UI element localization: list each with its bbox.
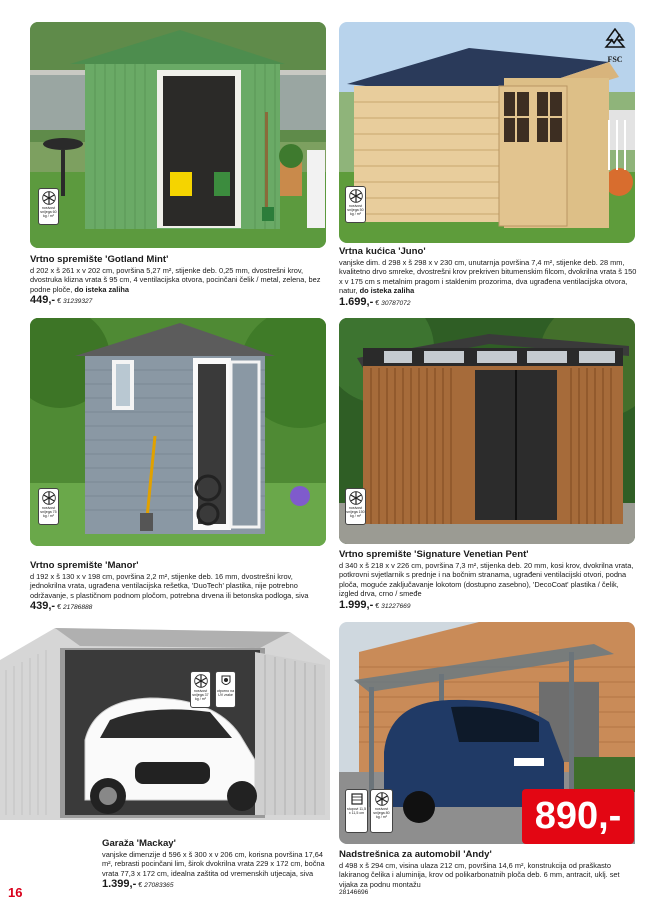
badge-text: otporno na UV zrake: [216, 689, 235, 698]
snowflake-icon: [349, 189, 363, 203]
product-description: d 340 x š 218 x v 226 cm, površina 7,3 m², stijenka deb. 20 mm, kosi krov, dvokrilna vrata, potkrovni svjetlarnik s prednje i na bočnim stranama, ugrađeni ventilacijski otvori, podna ploča, moguće zaključavanje lokotom (dostupno zasebno), 'DecoCoat' plastika / čelik, izgled drva, crno / smeđe: [339, 561, 634, 599]
square-post-icon: [350, 792, 364, 806]
product-code: 31227669: [381, 602, 411, 610]
post-size-badge: [345, 789, 368, 833]
product-code: 31239327: [62, 298, 93, 306]
product-title: Nadstrešnica za automobil 'Andy': [339, 849, 492, 860]
price-line: 439,- € 21786888: [30, 600, 93, 613]
product-price: 1.999,-: [339, 598, 374, 611]
product-code: 30787072: [381, 299, 411, 307]
product-info-andy: [339, 849, 637, 896]
product-title: Vrtno spremište 'Signature Venetian Pent': [339, 549, 529, 560]
snow-load-badge: [345, 488, 366, 525]
product-title: Vrtno spremište 'Manor': [30, 560, 139, 571]
product-title: Garaža 'Mackay': [102, 838, 176, 849]
page-number: 16: [8, 885, 23, 900]
badge-text: nosivost snijega 60 kg / m²: [40, 206, 57, 219]
product-description: vanjske dimenzije d 596 x š 300 x v 206 cm, korisna površina 17,64 m², rebrasti pocinčani lim, širok dvokrilna vrata 229 x 172 cm, bočna vrata 77,3 x 172 cm, idealna zaštita od vremenskih utjecaja, siva: [102, 850, 325, 878]
product-title: Vrtno spremište 'Gotland Mint': [30, 254, 169, 265]
badge-text: nosivost snijega 80 kg / m²: [373, 807, 390, 820]
product-price: 449,-: [30, 294, 56, 307]
snow-load-badge: [190, 671, 211, 708]
sale-price-badge: 890,-: [522, 789, 634, 844]
snowflake-icon: [349, 491, 363, 505]
price-line: 449,- € 31239327: [30, 294, 93, 307]
snow-load-badge: [345, 186, 366, 223]
product-description: d 192 x š 130 x v 198 cm, površina 2,2 m², stijenke deb. 16 mm, dvostrešni krov, jednokrilna vrata, ugrađena ventilacijska rešetka, 'DuoTech' plastika, nije potrebno održavanje, s plastičnom podnom pločom, potrebna drvena ili betonska podloga, siva: [30, 572, 309, 600]
fsc-label: FSC: [607, 55, 623, 64]
snowflake-icon: [194, 674, 208, 688]
availability-note: do isteka zaliha: [74, 284, 130, 294]
badge-text: stupovi 11,5 x 11,5 cm: [346, 807, 367, 816]
price-line: 1.699,- € 30787072: [339, 295, 411, 308]
product-title: Vrtna kućica 'Juno': [339, 246, 426, 257]
price-line: 1.399,- € 27083365: [102, 878, 174, 891]
price-line: 1.999,- € 31227669: [339, 598, 411, 611]
snow-load-badge: [370, 789, 393, 833]
product-code: 21786888: [62, 604, 93, 612]
product-description: vanjske dim. d 298 x š 298 x v 230 cm, unutarnja površina 7,4 m², stijenke deb. 28 mm, kvalitetno drvo smreke, dvostrešni krov prekriven bitumenskim filcom, dvokrilna vrata š 150 x v 175 cm s metalnim pragom i staklenim prozorima, dva ugrađena ventilacijska otvora, natur, do isteka zaliha: [339, 258, 637, 296]
badge-text: nosivost snijega 50 kg / m²: [347, 204, 364, 217]
snowflake-icon: [42, 491, 56, 505]
product-price: 1.399,-: [102, 878, 137, 891]
product-info-gotland-mint: [30, 254, 328, 308]
product-description: d 498 x š 294 cm, visina ulaza 212 cm, površina 14,6 m², konstrukcija od praškasto lakiranog čelika i aluminija, krov od polikarbonatnih ploča deb. 6 mm, antracit, uklj. set vijaka za podnu montažu: [339, 861, 620, 889]
product-photo-venetian-pent: [339, 318, 635, 544]
product-info-mackay: [102, 838, 327, 892]
product-info-venetian-pent: [339, 549, 637, 613]
uv-resistant-badge: [215, 671, 236, 708]
product-code: 27083365: [144, 882, 174, 890]
product-price: 1.699,-: [339, 295, 374, 308]
snowflake-icon: [42, 191, 56, 205]
product-photo-juno: [339, 22, 635, 243]
tree-checkmark-icon: [603, 28, 627, 50]
product-code: 28146696: [339, 889, 369, 897]
fsc-logo: [600, 28, 630, 64]
product-photo-mackay: [0, 620, 330, 835]
product-info-juno: [339, 246, 637, 310]
sun-shield-icon: [219, 674, 233, 688]
badge-text: nosivost snijega 37 kg / m²: [192, 689, 209, 702]
badge-text: nosivost snijega 150 kg / m²: [346, 506, 365, 519]
product-price: 439,-: [30, 600, 56, 613]
snow-load-badge: [38, 188, 59, 225]
product-info-manor: [30, 560, 328, 614]
product-description: d 202 x š 261 x v 202 cm, površina 5,27 m², stijenke deb. 0,25 mm, dvostrešni krov, dvostruka klizna vrata š 95 cm, 4 ventilacijska otvora, pocinčani čelik / metal, zelena, bez podne ploče, do isteka zaliha: [30, 266, 321, 294]
snow-load-badge: [38, 488, 59, 525]
product-photo-gotland-mint: [30, 22, 326, 248]
availability-note: do isteka zaliha: [359, 286, 415, 296]
product-photo-manor: [30, 318, 326, 546]
snowflake-icon: [375, 792, 389, 806]
badge-text: nosivost snijega 75 kg / m²: [40, 506, 57, 519]
